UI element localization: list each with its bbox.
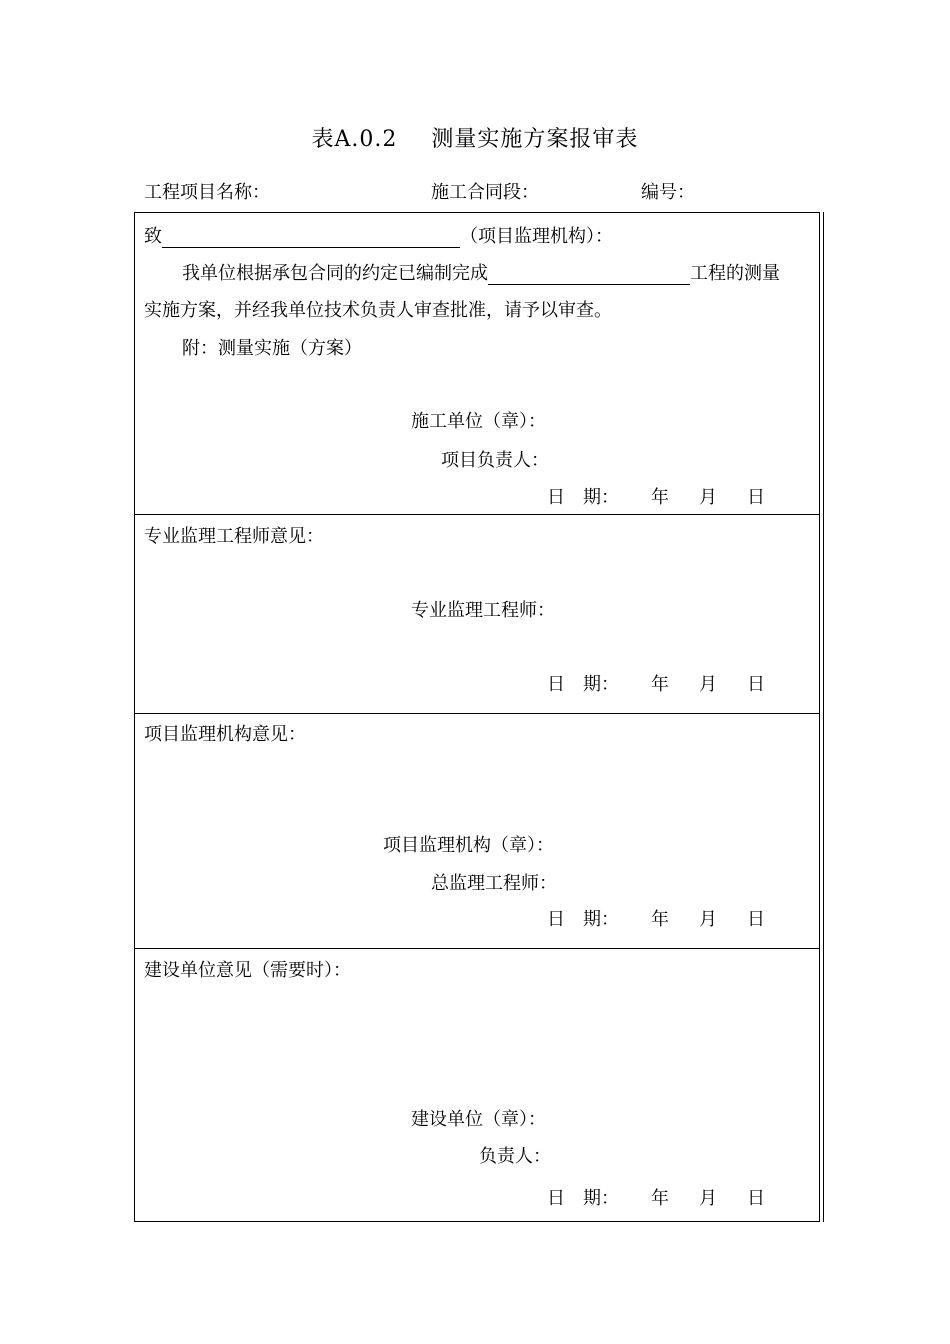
date-line: [547, 1184, 765, 1210]
owner-person-sign: 负责人：: [479, 1146, 551, 1167]
project-name-label: 工程项目名称：: [144, 182, 270, 203]
date-ri: 日: [547, 674, 565, 695]
date-month: 月: [699, 1188, 717, 1209]
number-label: 编号：: [641, 182, 695, 203]
row-divider: [135, 514, 819, 515]
date-line: [547, 483, 765, 509]
date-qi: 期：: [583, 1188, 619, 1209]
date-year: 年: [651, 674, 669, 695]
date-day: 日: [747, 674, 765, 695]
date-month: 月: [699, 674, 717, 695]
date-day: 日: [747, 487, 765, 508]
date-ri: 日: [547, 1188, 565, 1209]
date-day: 日: [747, 909, 765, 930]
project-manager-sign: 项目负责人：: [441, 450, 549, 471]
date-year: 年: [651, 487, 669, 508]
supervision-org-sign: 项目监理机构（章）：: [383, 835, 554, 856]
date-year: 年: [651, 909, 669, 930]
owner-opinion-heading: 建设单位意见（需要时）：: [144, 960, 351, 981]
addressee-line: [144, 222, 613, 248]
date-month: 月: [699, 909, 717, 930]
body-line-1: [182, 259, 780, 285]
form-title: [0, 122, 950, 153]
date-qi: 期：: [583, 674, 619, 695]
date-qi: 期：: [583, 487, 619, 508]
attachment-note: 附：测量实施（方案）: [182, 338, 362, 359]
engineer-sign: 专业监理工程师：: [411, 600, 555, 621]
date-line: [547, 670, 765, 696]
owner-unit-sign: 建设单位（章）：: [411, 1109, 546, 1130]
supervision-opinion-heading: 项目监理机构意见：: [144, 724, 306, 745]
date-qi: 期：: [583, 909, 619, 930]
row-divider: [135, 713, 819, 714]
date-ri: 日: [547, 909, 565, 930]
addressee-blank[interactable]: [162, 226, 460, 248]
to-suffix: （项目监理机构）：: [460, 226, 613, 247]
form-code: 表A.0.2: [311, 127, 398, 152]
body-line-1-suffix: 工程的测量: [690, 263, 780, 284]
date-month: 月: [699, 487, 717, 508]
contract-section-label: 施工合同段：: [431, 182, 539, 203]
date-ri: 日: [547, 487, 565, 508]
to-label: 致: [144, 226, 162, 247]
construction-unit-sign: 施工单位（章）：: [411, 411, 546, 432]
body-line-1-prefix: 我单位根据承包合同的约定已编制完成: [182, 263, 488, 284]
engineer-opinion-heading: 专业监理工程师意见：: [144, 526, 324, 547]
project-name-blank[interactable]: [488, 263, 690, 285]
row-divider: [135, 948, 819, 949]
date-line: [547, 905, 765, 931]
chief-engineer-sign: 总监理工程师：: [431, 873, 557, 894]
body-line-2: 实施方案，并经我单位技术负责人审查批准，请予以审查。: [144, 300, 612, 321]
form-name: 测量实施方案报审表: [431, 127, 639, 152]
date-year: 年: [651, 1188, 669, 1209]
date-day: 日: [747, 1188, 765, 1209]
form-table: [134, 212, 820, 1222]
